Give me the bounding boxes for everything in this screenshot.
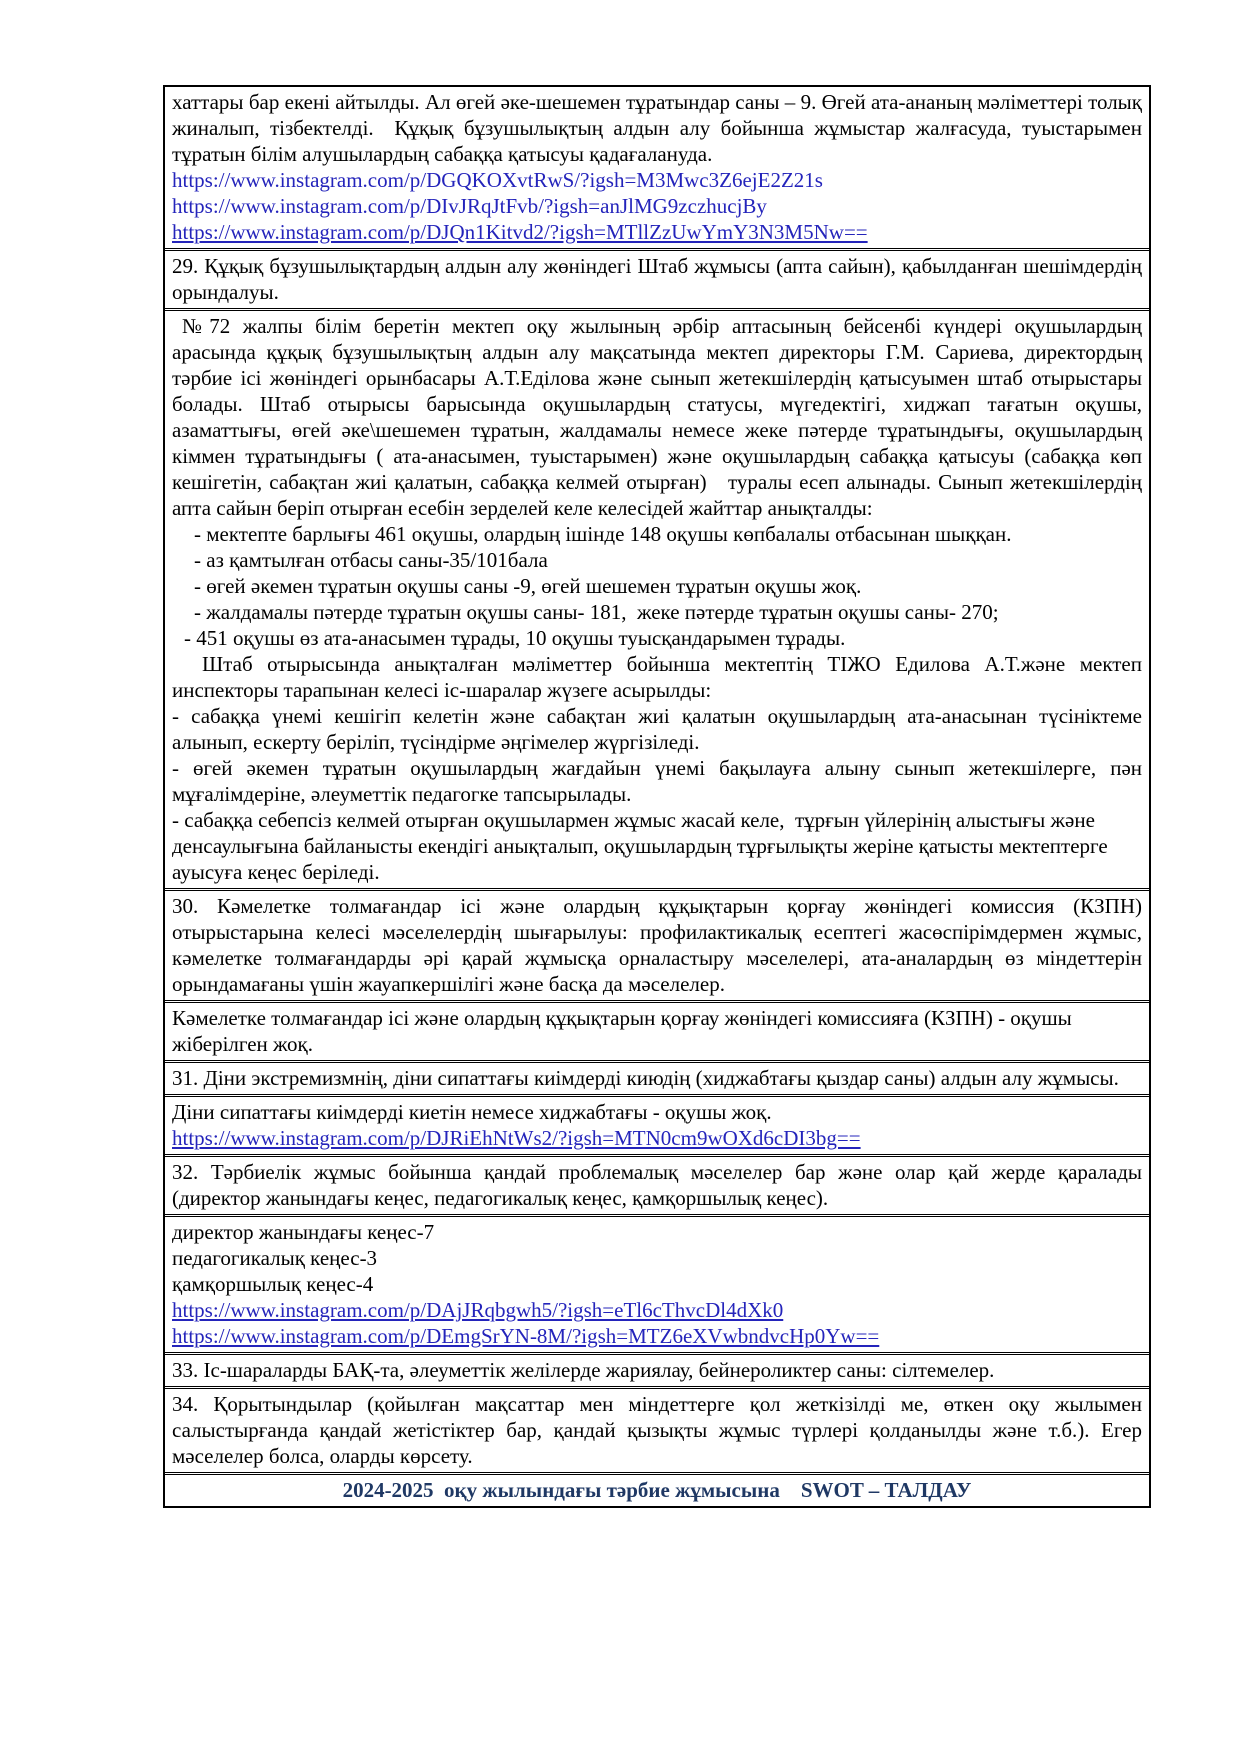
paragraph: 29. Құқық бұзушылықтардың алдын алу жөніндегі Штаб жұмысы (апта сайын), қабылданған шешімдердің орындалуы. — [172, 254, 1148, 304]
row-question-29 — [165, 251, 1149, 311]
report-table — [163, 85, 1151, 1508]
paragraph: қамқоршылық кеңес-4 — [172, 1272, 374, 1296]
paragraph: №72 жалпы білім беретін мектеп оқу жылының әрбір аптасының бейсенбі күндері оқушылардың арасында құқық бұзушылықтың алдын алу мақсатында мектеп директоры Г.М. Сариева, директордың тәрбие ісі жөніндегі орынбасары А.Т.Еділова және сынып жетекшілердің қатысуымен штаб отырыстары болады. Штаб отырысы барысында оқушылардың статусы, мүгедектігі, хиджап тағатын оқушы, азаматтығы, өгей әке\шешемен тұратын, жалдамалы немесе жеке пәтерде тұратындығы, оқушылардың кіммен тұратындығы ( ата-анасымен, туыстарымен) және оқушылардың сабаққа қатысуы (сабаққа көп кешігетін, сабақтан жиі қалатын, сабаққа келмей отырған) туралы есеп алынады. Сынып жетекшілердің апта сайын беріп отырған есебін зерделей келе келесідей жайттар анықталды: — [172, 314, 1148, 520]
row-question-30 — [165, 891, 1149, 1003]
paragraph: Штаб отырысында анықталған мәліметтер бойынша мектептің ТІЖО Едилова А.Т.және мектеп инспекторы тарапынан келесі іс-шаралар жүзеге асырылды: — [172, 652, 1148, 702]
paragraph: 32. Тәрбиелік жұмыс бойынша қандай проблемалық мәселелер бар және олар қай жерде қаралады (директор жанындағы кеңес, педагогикалық кеңес, қамқоршылық кеңес). — [172, 1160, 1148, 1210]
paragraph: - сабаққа себепсіз келмей отырған оқушылармен жұмыс жасай келе, тұрғын үйлерінің алыстығы және денсаулығына байланысты екендігі анықталып, оқушылардың тұрғылықты жеріне қатысты мектептерге ауысуға кеңес беріледі. — [172, 808, 1113, 884]
instagram-link[interactable]: https://www.instagram.com/p/DIvJRqJtFvb/?igsh=anJlMG9zczhucjBy — [172, 194, 767, 218]
paragraph: 30. Кәмелетке толмағандар ісі және олардың құқықтарын қорғау жөніндегі комиссия (КЗПН) отырыстарына келесі мәселелердің шығарылуы: профилактикалық есептегі жасөспірімдермен жұмыс, кәмелетке толмағандарды әрі қарай жұмысқа орналастыру мәселелері, ата-аналардың өз міндеттерін орындамағаны үшін жауапкершілігі және басқа да мәселелер. — [172, 894, 1148, 996]
paragraph: - мектепте барлығы 461 оқушы, олардың ішінде 148 оқушы көпбалалы отбасынан шыққан. — [194, 522, 1012, 546]
instagram-link[interactable]: https://www.instagram.com/p/DGQKOXvtRwS/?igsh=M3Mwc3Z6ejE2Z21s — [172, 168, 823, 192]
paragraph: 34. Қорытындылар (қойылған мақсаттар мен міндеттерге қол жеткізілді ме, өткен оқу жылымен салыстырғанда қандай жетістіктер бар, қандай қызықты жұмыс түрлері қолданылды және т.б.). Егер мәселелер болса, оларды көрсету. — [172, 1392, 1148, 1468]
row-swot-title — [165, 1475, 1149, 1506]
paragraph: - өгей әкемен тұратын оқушы саны -9, өгей шешемен тұратын оқушы жоқ. — [194, 574, 862, 598]
instagram-link[interactable]: https://www.instagram.com/p/DJRiEhNtWs2/?igsh=MTN0cm9wOXd6cDI3bg== — [172, 1126, 861, 1150]
swot-title: 2024-2025 оқу жылындағы тәрбие жұмысына SWOT – ТАЛДАУ — [342, 1478, 972, 1502]
paragraph: хаттары бар екені айтылды. Ал өгей әке-шешемен тұратындар саны – 9. Өгей ата-ананың мәліметтері толық жиналып, тізбектелді. Құқық бұзушылықтың алдын алу бойынша жұмыстар жалғасуда, туыстарымен тұратын білім алушылардың сабаққа қатысуы қадағалануда. — [172, 90, 1148, 166]
row-answer-32 — [165, 1217, 1149, 1355]
paragraph: директор жанындағы кеңес-7 — [172, 1220, 435, 1244]
paragraph: Діни сипаттағы киімдерді киетін немесе хиджабтағы - оқушы жоқ. — [172, 1100, 772, 1124]
paragraph: - сабаққа үнемі кешігіп келетін және сабақтан жиі қалатын оқушылардың ата-анасынан түсініктеме алынып, ескерту беріліп, түсіндірме әңгімелер жүргізіледі. — [172, 704, 1148, 754]
paragraph: - 451 оқушы өз ата-анасымен тұрады, 10 оқушы туысқандарымен тұрады. — [184, 626, 846, 650]
row-question-31 — [165, 1063, 1149, 1097]
row-question-34 — [165, 1389, 1149, 1475]
instagram-link[interactable]: https://www.instagram.com/p/DJQn1Kitvd2/?igsh=MTllZzUwYmY3N3M5Nw== — [172, 220, 868, 244]
row-question-33 — [165, 1355, 1149, 1389]
paragraph: - аз қамтылған отбасы саны-35/101бала — [194, 548, 548, 572]
row-question-32 — [165, 1157, 1149, 1217]
paragraph: педагогикалық кеңес-3 — [172, 1246, 378, 1270]
paragraph: - өгей әкемен тұратын оқушылардың жағдайын үнемі бақылауға алыну сынып жетекшілерге, пән мұғалімдеріне, әлеуметтік педагогке тапсырылады. — [172, 756, 1148, 806]
paragraph: Кәмелетке толмағандар ісі және олардың құқықтарын қорғау жөніндегі комиссияға (КЗПН) - оқушы жіберілген жоқ. — [172, 1006, 1078, 1056]
row-28-continuation — [165, 87, 1149, 251]
instagram-link[interactable]: https://www.instagram.com/p/DEmgSrYN-8M/?igsh=MTZ6eXVwbndvcHp0Yw== — [172, 1324, 880, 1348]
row-answer-31 — [165, 1097, 1149, 1157]
paragraph: - жалдамалы пәтерде тұратын оқушы саны- 181, жеке пәтерде тұратын оқушы саны- 270; — [194, 600, 999, 624]
instagram-link[interactable]: https://www.instagram.com/p/DAjJRqbgwh5/?igsh=eTl6cThvcDl4dXk0 — [172, 1298, 784, 1322]
paragraph: 33. Іс-шараларды БАҚ-та, әлеуметтік желілерде жариялау, бейнероликтер саны: сілтемелер. — [172, 1358, 995, 1382]
row-answer-29 — [165, 311, 1149, 891]
paragraph: 31. Діни экстремизмнің, діни сипаттағы киімдерді киюдің (хиджабтағы қыздар саны) алдын алу жұмысы. — [172, 1066, 1119, 1090]
row-answer-30 — [165, 1003, 1149, 1063]
